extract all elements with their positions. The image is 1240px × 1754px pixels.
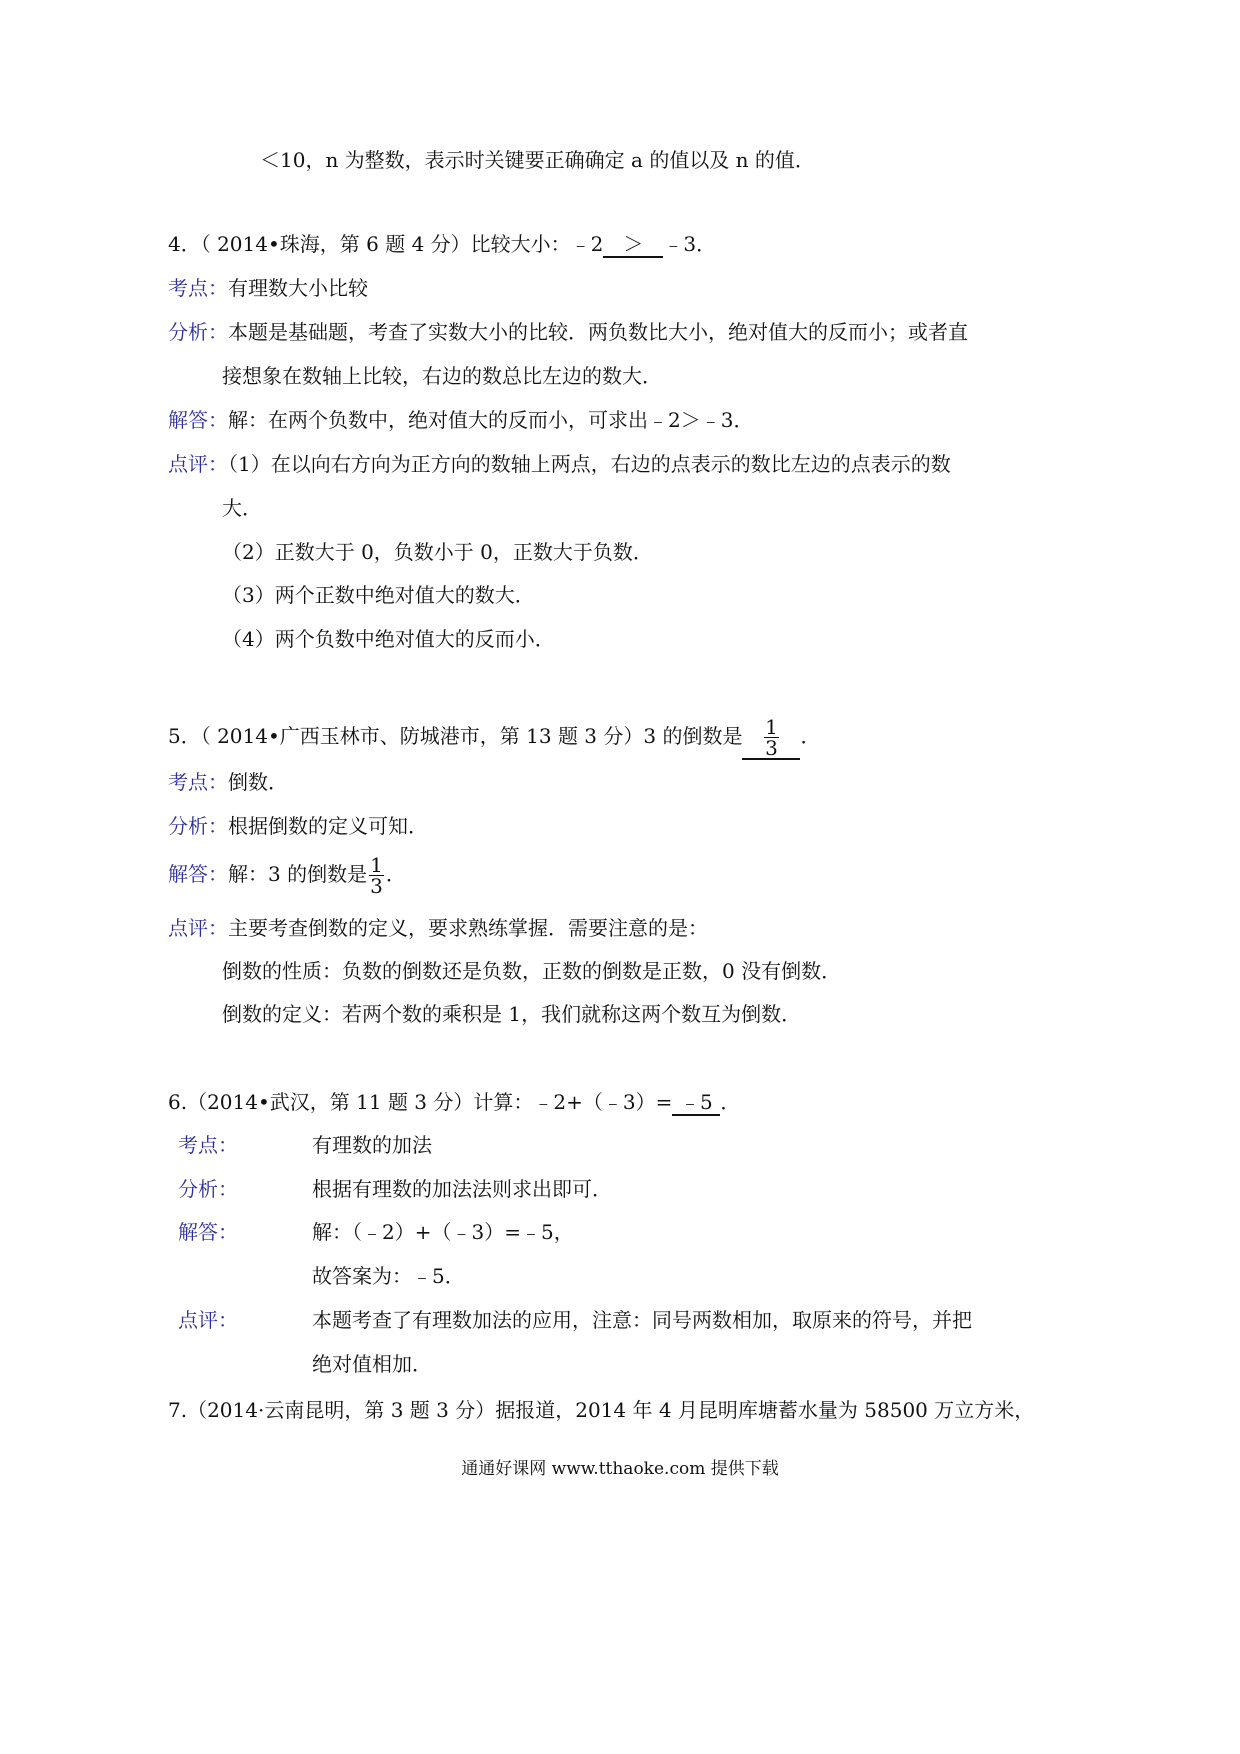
jieda-label: 解答： <box>168 862 228 886</box>
q5-answer-blank <box>742 717 800 760</box>
q4-fenxi-text-2: 接想象在数轴上比较，右边的数总比左边的数大． <box>222 364 662 388</box>
fenxi-label: 分析： <box>168 814 228 838</box>
q5-fenxi <box>168 812 428 840</box>
q6-jieda-label: 解答： <box>178 1220 238 1244</box>
q4-stem-suffix: ﹣3． <box>663 232 717 256</box>
q4-dianping-text-3: （2）正数大于 0，负数小于 0，正数大于负数． <box>222 540 653 564</box>
q4-kaodian <box>168 274 368 302</box>
q4-jieda-text: 解：在两个负数中，绝对值大的反而小，可求出﹣2＞﹣3． <box>228 408 754 432</box>
q5-stem-suffix: ． <box>800 724 821 748</box>
q4-fenxi-text-1: 本题是基础题，考查了实数大小的比较．两负数比大小，绝对值大的反而小；或者直 <box>228 320 968 344</box>
q5-stem <box>168 716 820 760</box>
q5-dianping-text-3: 倒数的定义：若两个数的乘积是 1，我们就称这两个数互为倒数． <box>222 1002 802 1026</box>
q6-stem-text: 6.（2014•武汉，第 11 题 3 分）计算：﹣2+（﹣3）= <box>168 1090 673 1114</box>
q6-jieda-text-2: 故答案为：﹣5． <box>312 1264 465 1288</box>
jieda-label: 解答： <box>168 408 228 432</box>
q6-kaodian-label: 考点： <box>178 1133 238 1157</box>
q5-jieda-numerator: 1 <box>370 853 383 877</box>
q5-jieda <box>168 854 406 896</box>
q6-dianping-text-2: 绝对值相加． <box>312 1352 432 1376</box>
q4-dianping-text-4: （3）两个正数中绝对值大的数大． <box>222 583 535 607</box>
q4-kaodian-text: 有理数大小比较 <box>228 276 368 300</box>
q5-answer-denominator: 3 <box>765 736 778 760</box>
q6-jieda-text-1: 解：（﹣2）+（﹣3）=﹣5， <box>312 1220 574 1244</box>
q5-dianping-text-1: 主要考查倒数的定义，要求熟练掌握．需要注意的是： <box>228 916 708 940</box>
q6-fenxi-label: 分析： <box>178 1177 238 1201</box>
q5-answer-numerator: 1 <box>765 715 778 739</box>
q5-jieda-fraction <box>369 855 384 896</box>
q5-kaodian-text: 倒数． <box>228 770 288 794</box>
q6-dianping-label: 点评： <box>178 1308 238 1332</box>
q6-answer-blank: ﹣5 <box>672 1090 720 1116</box>
fenxi-label: 分析： <box>168 320 228 344</box>
q4-dianping <box>168 450 951 478</box>
q6-dianping-text-1: 本题考查了有理数加法的应用，注意：同号两数相加，取原来的符号，并把 <box>312 1308 972 1332</box>
q5-fenxi-text: 根据倒数的定义可知． <box>228 814 428 838</box>
q5-dianping-text-2: 倒数的性质：负数的倒数还是负数，正数的倒数是正数，0 没有倒数． <box>222 959 842 983</box>
q7-stem: 7.（2014·云南昆明，第 3 题 3 分）据报道，2014 年 4 月昆明库塘蓄水量为 58500 万立方米， <box>168 1398 1035 1422</box>
kaodian-label: 考点： <box>168 770 228 794</box>
q5-jieda-denominator: 3 <box>370 874 383 898</box>
dianping-label: 点评： <box>168 916 228 940</box>
q5-answer-fraction <box>764 717 779 758</box>
q4-dianping-text-2: 大． <box>222 496 262 520</box>
continuation-line: ＜10，n 为整数，表示时关键要正确确定 a 的值以及 n 的值． <box>260 148 815 172</box>
q6-kaodian-text: 有理数的加法 <box>312 1133 432 1157</box>
q4-dianping-text-1: （1）在以向右方向为正方向的数轴上两点，右边的点表示的数比左边的点表示的数 <box>228 452 951 476</box>
kaodian-label: 考点： <box>168 276 228 300</box>
q5-kaodian <box>168 768 288 796</box>
q4-jieda <box>168 406 753 434</box>
page-footer: 通通好课网 www.tthaoke.com 提供下载 <box>461 1459 779 1479</box>
q5-dianping <box>168 914 708 942</box>
q6-stem-suffix: ． <box>720 1090 741 1114</box>
q4-answer-blank: ＞ <box>603 232 663 258</box>
q6-fenxi-text: 根据有理数的加法法则求出即可． <box>312 1177 612 1201</box>
q4-fenxi <box>168 318 968 346</box>
q4-dianping-text-5: （4）两个负数中绝对值大的反而小． <box>222 627 555 651</box>
q5-stem-text: 5．（ 2014•广西玉林市、防城港市，第 13 题 3 分）3 的倒数是 <box>168 724 743 748</box>
q6-stem <box>168 1088 740 1116</box>
q4-stem <box>168 230 716 258</box>
dianping-label: 点评： <box>168 452 228 476</box>
q5-jieda-suffix: ． <box>385 862 406 886</box>
q5-jieda-text: 解：3 的倒数是 <box>228 862 368 886</box>
q4-stem-text: 4．（ 2014•珠海，第 6 题 4 分）比较大小：﹣2 <box>168 232 604 256</box>
